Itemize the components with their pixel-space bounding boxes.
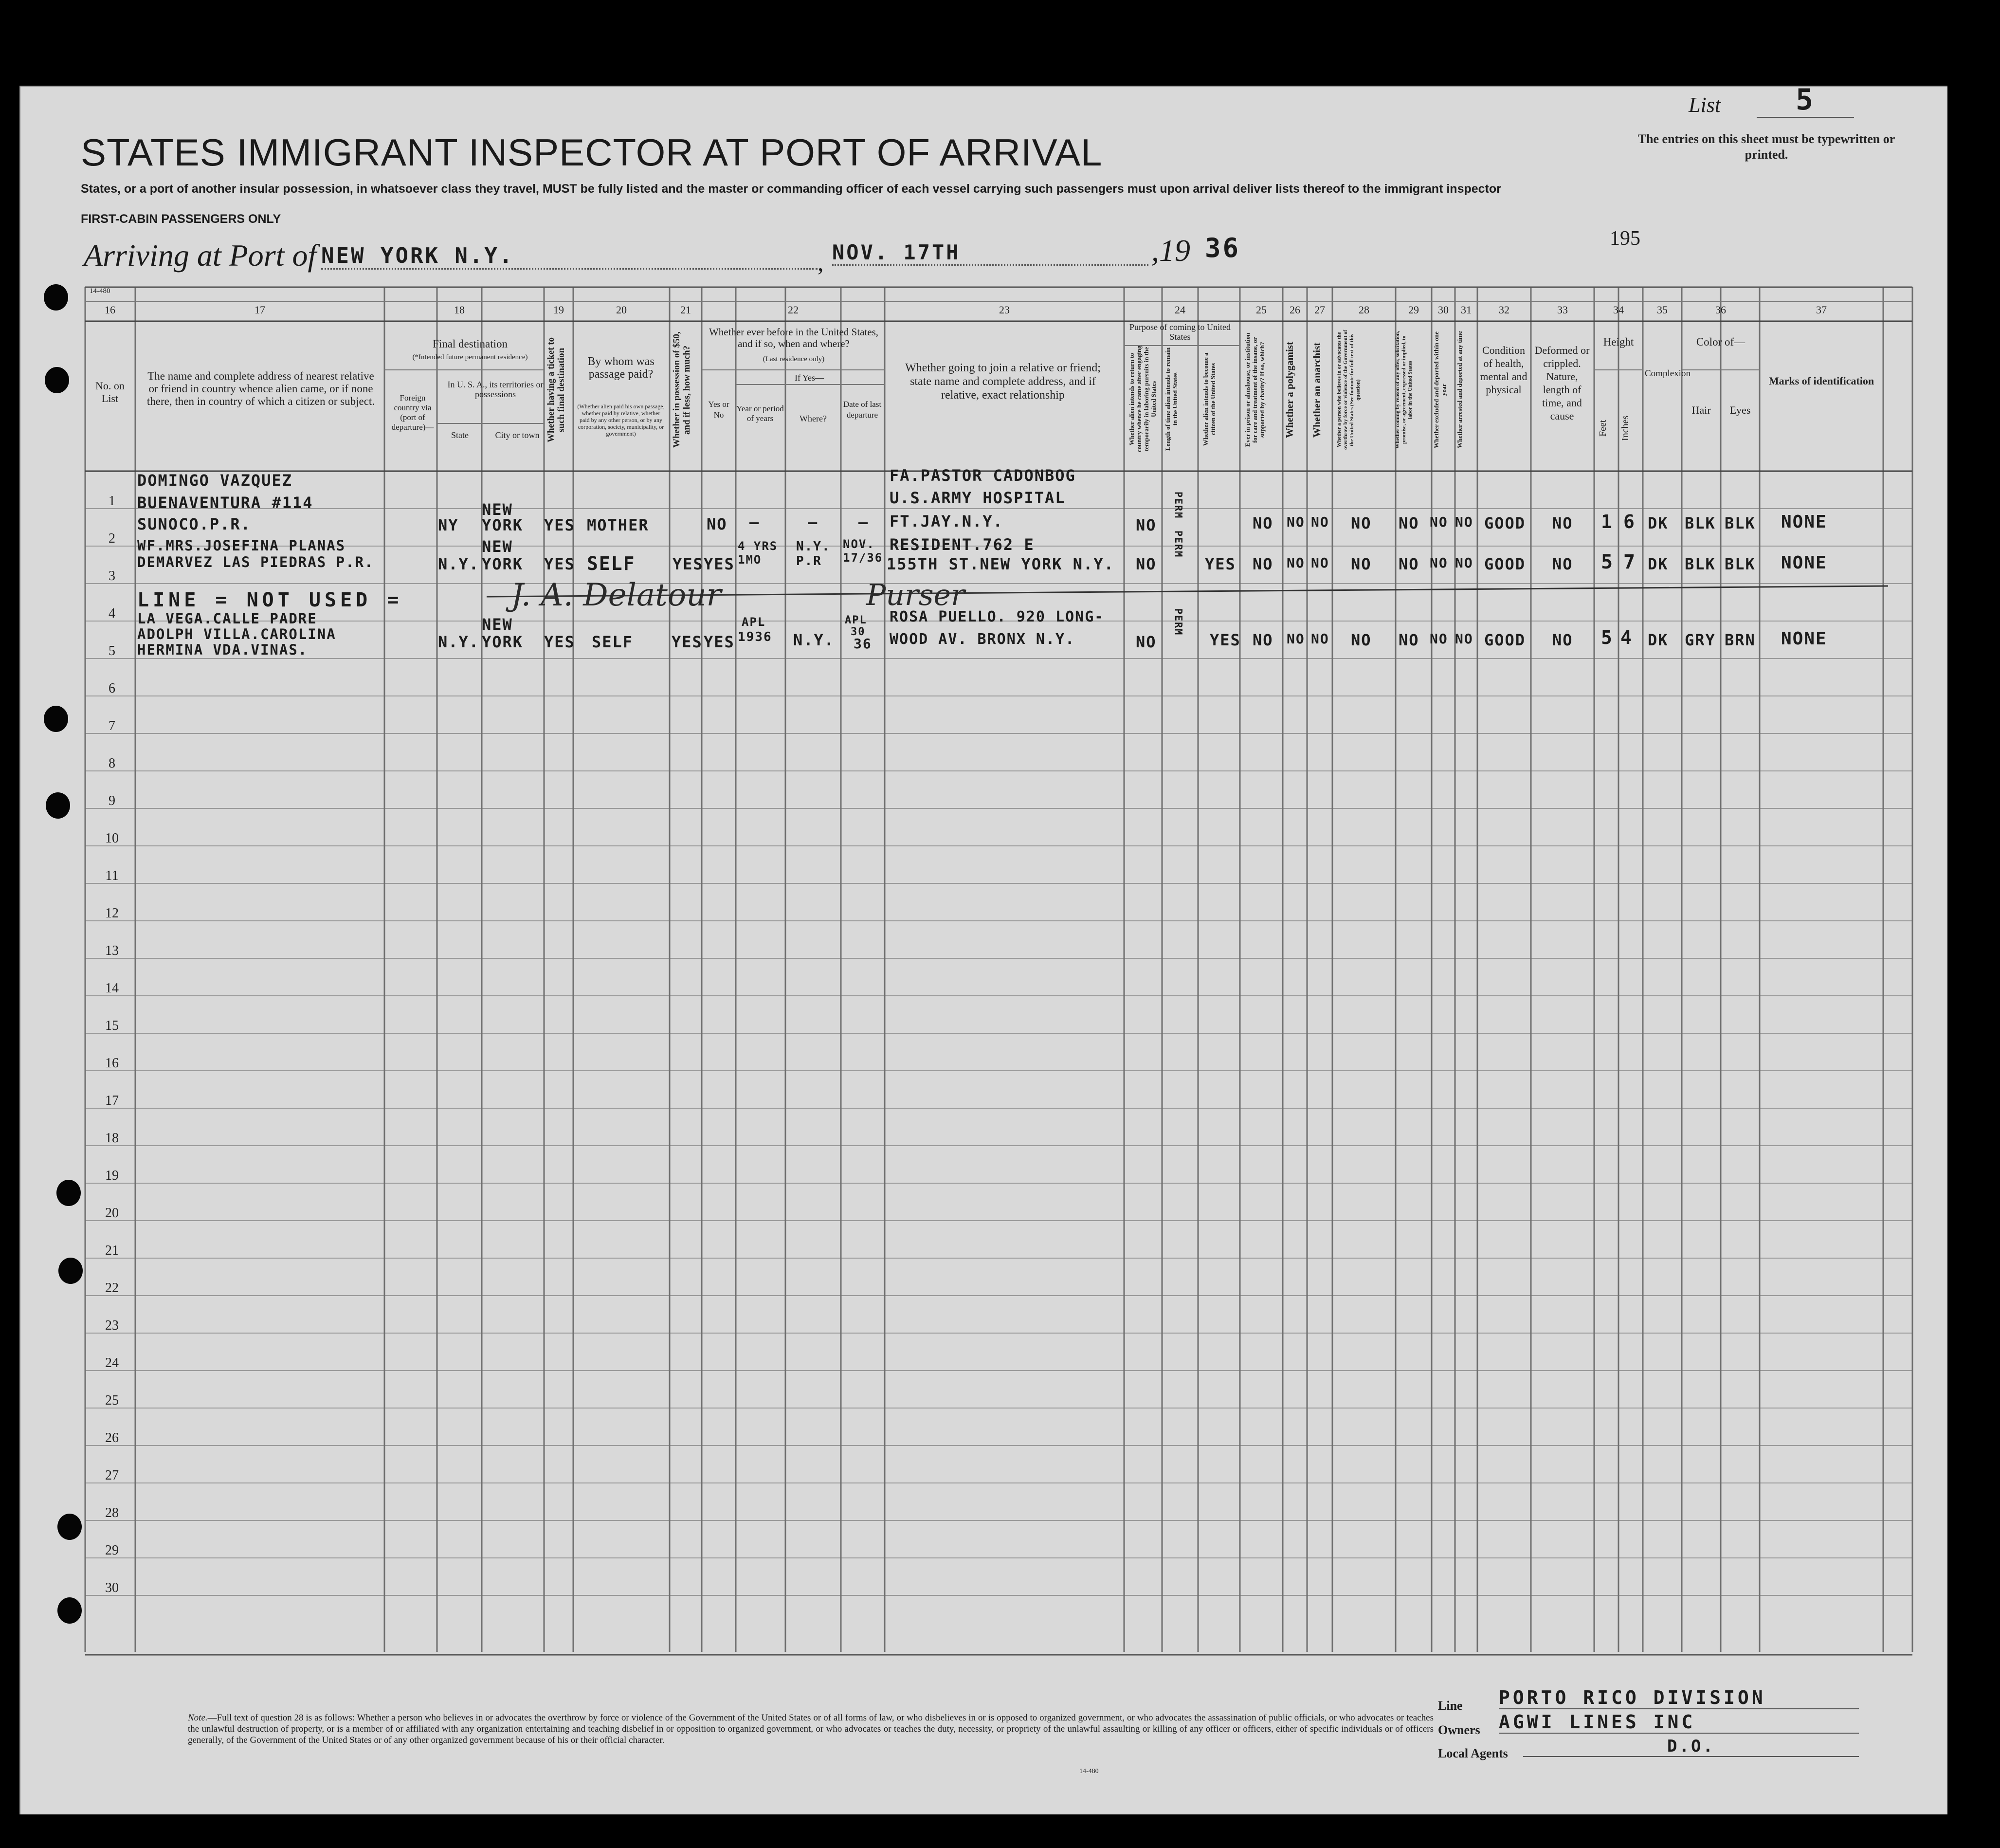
line-value: PORTO RICO DIVISION: [1499, 1687, 1859, 1709]
row-number: 15: [105, 1018, 119, 1033]
purser-signature: J. A. Delatour: [511, 577, 722, 613]
column-number: 36: [1715, 304, 1726, 316]
row-number: 5: [109, 643, 115, 659]
column-number: 37: [1816, 304, 1827, 316]
row-number: 8: [109, 756, 115, 771]
year-prefix: ,19: [1151, 233, 1190, 268]
destination-state: NY: [438, 516, 459, 534]
column-number: 25: [1256, 304, 1267, 316]
col37-header: Marks of identification: [1768, 375, 1874, 387]
row-number: 4: [109, 606, 115, 621]
row-number: 3: [109, 568, 115, 584]
health: GOOD: [1484, 631, 1526, 649]
arrival-date: NOV. 17TH: [832, 240, 1148, 266]
col17-header: The name and complete address of nearest relative or friend in country whence alien came, or if none there, then in country of which a citizen or subject.: [146, 370, 375, 407]
relative-address-line: SUNOCO.P.R.: [137, 515, 251, 533]
column-number: 32: [1499, 304, 1509, 316]
footnote-label: Note.: [188, 1713, 208, 1723]
col26-value: NO: [1287, 631, 1305, 647]
col24-return: Whether alien intends to return to country whence he came after engaging temporarily in laboring pursuits in the United States: [1128, 346, 1157, 453]
row-number: 25: [105, 1393, 119, 1408]
column-number: 21: [680, 304, 691, 316]
height-feet: 5: [1601, 627, 1613, 648]
col27-value: NO: [1311, 555, 1329, 571]
col25-value: NO: [1253, 555, 1273, 573]
hair-color: BLK: [1685, 514, 1716, 532]
identification-marks: NONE: [1781, 553, 1827, 573]
row-number: 10: [105, 831, 119, 846]
row-number: 21: [105, 1243, 119, 1258]
last-departure: 36: [854, 636, 872, 652]
destination-city: NEW: [482, 537, 513, 556]
col18-subtitle: (*Intended future permanent residence): [412, 353, 528, 361]
deformed: NO: [1552, 555, 1573, 573]
height-feet: 1: [1601, 511, 1613, 532]
last-departure: —: [858, 513, 869, 531]
relative-address-line: WF.MRS.JOSEFINA PLANAS: [137, 537, 346, 554]
col31-value: NO: [1455, 514, 1473, 530]
before-in-us: NO: [707, 515, 727, 533]
col31-value: NO: [1455, 631, 1473, 647]
health: GOOD: [1484, 514, 1526, 532]
col34-feet: Feet: [1598, 420, 1608, 437]
column-number: 28: [1359, 304, 1369, 316]
row-number: 19: [105, 1168, 119, 1183]
col27-header: Whether an anarchist: [1311, 342, 1323, 438]
col22-subtitle: (Last residence only): [763, 355, 825, 363]
line-not-used-note: LINE = NOT USED =: [137, 589, 403, 611]
complexion: DK: [1648, 514, 1669, 532]
row-number: 18: [105, 1131, 119, 1146]
col35-header: Complexion: [1645, 368, 1691, 379]
col25-value: NO: [1253, 631, 1273, 649]
relative-address-line: DOMINGO VAZQUEZ: [137, 471, 292, 490]
join-relative-line: 155TH ST.NEW YORK N.Y.: [887, 555, 1114, 573]
local-agents-value: D.O.: [1523, 1737, 1859, 1757]
health: GOOD: [1484, 555, 1526, 573]
column-number: 20: [616, 304, 627, 316]
footnote-text: —Full text of question 28 is as follows: Whether a person who believes in or advocates the overthrow by force or violence of the Government of the United States or of all forms of law, or who disbelieves in or is opposed to organized government, or who advocates the assassination of public officials, or who advocates or teaches the unlawful destruction of property, or is a member of or affiliated with any organization entertaining and teaching disbelief in or opposition to organized government, or who advocates or teaches the duty, necessity, or propriety of the unlawful assaulting or killing of any officer or officers, either of specific individuals or of officers generally, of the Government of the United States or of any other organized government because of his or their official character.: [188, 1713, 1434, 1745]
col16-header: No. on List: [95, 380, 125, 404]
col22-title: Whether ever before in the United States, and if so, when and where?: [709, 326, 879, 349]
row-number: 17: [105, 1093, 119, 1108]
form-code: 14-480: [90, 287, 110, 295]
deformed: NO: [1552, 631, 1573, 649]
row-number: 28: [105, 1505, 119, 1520]
row-number: 9: [109, 793, 115, 808]
height-inches: 6: [1623, 511, 1636, 532]
col26-header: Whether a polygamist: [1284, 342, 1295, 438]
row-number: 13: [105, 943, 119, 958]
row-number: 11: [105, 868, 119, 883]
row-number: 2: [109, 531, 115, 546]
comma: ,: [818, 249, 824, 276]
col19-header: Whether having a ticket to such final destination: [546, 337, 566, 443]
join-relative-line: U.S.ARMY HOSPITAL: [890, 489, 1066, 507]
instructions: States, or a port of another insular possession, in whatsoever class they travel, MUST be fully listed and the master or commanding officer of each vessel carrying such passengers must upon arrival deliver lists thereof to the immigrant inspector: [81, 182, 1501, 196]
col18-title: Final destination: [433, 338, 508, 350]
height-inches: 4: [1620, 627, 1633, 648]
row-number: 14: [105, 981, 119, 996]
form-year: 195: [1610, 227, 1640, 250]
col20-subtitle: (Whether alien paid his own passage, whether paid by relative, whether paid by any other person, or by any corporation, society, municipality, or government): [577, 403, 665, 437]
row-number: 6: [109, 681, 115, 696]
length-of-stay: PERM: [1173, 531, 1184, 558]
destination-city: NEW: [482, 615, 513, 634]
col27-value: NO: [1311, 631, 1329, 647]
local-agents-label: Local Agents: [1438, 1746, 1508, 1760]
column-number: 26: [1290, 304, 1300, 316]
typewritten-note: The entries on this sheet must be typewritten or printed.: [1637, 132, 1895, 162]
column-number: 34: [1613, 304, 1624, 316]
ticket: YES: [544, 516, 575, 534]
col18-usa: In U. S. A., its territories or possessions: [447, 380, 544, 399]
column-number: 31: [1461, 304, 1472, 316]
column-number: 33: [1557, 304, 1568, 316]
row-number: 1: [109, 494, 115, 509]
row-number: 7: [109, 718, 115, 733]
arriving-label: Arriving at Port of: [84, 238, 317, 273]
row-number: 22: [105, 1281, 119, 1296]
col36-eyes: Eyes: [1729, 404, 1751, 416]
column-number: 22: [788, 304, 799, 316]
eye-color: BLK: [1725, 514, 1756, 532]
paid-by: SELF: [592, 633, 634, 651]
col28-value: NO: [1351, 631, 1372, 649]
list-number: 5: [1757, 83, 1854, 118]
year-period: —: [749, 513, 760, 531]
col18-state: State: [451, 430, 469, 440]
footer-form-code: 14-480: [1079, 1768, 1099, 1775]
port-value: NEW YORK N.Y.: [321, 243, 818, 270]
col29-value: NO: [1399, 631, 1419, 649]
col29-value: NO: [1399, 514, 1419, 532]
before-in-us: YES: [704, 633, 735, 651]
row-number: 23: [105, 1318, 119, 1333]
col24-citizen: Whether alien intends to become a citizen of the United States: [1202, 352, 1217, 446]
eye-color: BRN: [1725, 631, 1756, 649]
relative-address-line: BUENAVENTURA #114: [137, 494, 313, 512]
intends-return: NO: [1136, 516, 1157, 534]
footnote: [188, 1712, 1434, 1746]
join-relative-line: ROSA PUELLO. 920 LONG-: [890, 608, 1105, 625]
ticket: YES: [544, 633, 575, 651]
col22-date: Date of last departure: [843, 400, 882, 420]
col31-header: Whether arrested and deported at any time: [1456, 331, 1463, 449]
year-handwritten: 36: [1205, 233, 1241, 263]
col34-title: Height: [1603, 336, 1634, 348]
relative-address-line: ADOLPH VILLA.CAROLINA: [137, 626, 336, 642]
col28-header: Whether a person who believes in or advocates the overthrow by force or violence of the Government of the United States (See footnote for full text of this question): [1336, 329, 1361, 450]
col23-header: Whether going to join a relative or friend; state name and complete address, and if relative, exact relationship: [905, 362, 1101, 402]
deformed: NO: [1552, 514, 1573, 532]
purser-title: Purser: [866, 578, 965, 612]
col18-foreign: Foreign country via (port of departure)—: [391, 393, 434, 432]
col31-value: NO: [1455, 555, 1473, 571]
col36-title: Color of—: [1696, 336, 1745, 348]
hair-color: GRY: [1685, 631, 1716, 649]
col27-value: NO: [1311, 514, 1329, 530]
owners-value: AGWI LINES INC: [1499, 1711, 1859, 1734]
last-departure: NOV. 17/36: [843, 537, 883, 565]
year-period: APL: [742, 615, 766, 629]
complexion: DK: [1648, 631, 1669, 649]
identification-marks: NONE: [1781, 512, 1827, 532]
intends-return: NO: [1136, 555, 1157, 573]
paid-by: MOTHER: [587, 516, 649, 534]
col30-value: NO: [1430, 514, 1448, 530]
col24-length: Length of time alien intends to remain in the United States: [1164, 347, 1179, 451]
col26-value: NO: [1287, 555, 1305, 571]
money-50: YES: [672, 633, 703, 651]
relative-address-line: LA VEGA.CALLE PADRE: [137, 610, 317, 627]
row-number: 30: [105, 1580, 119, 1595]
row-number: 16: [105, 1056, 119, 1071]
year-period: 1936: [738, 630, 772, 644]
col25-header: Ever in prison or almshouse, or institution for care and treatment of the insane, or supported by charity? If so, which?: [1244, 332, 1266, 447]
col29-header: Whether coming by reason of any offer, solicitation, promise, or agreement, expressed or implied, to labor in the United States: [1395, 330, 1413, 449]
complexion: DK: [1648, 555, 1669, 573]
relative-address-line: DEMARVEZ LAS PIEDRAS P.R.: [137, 554, 374, 570]
column-number: 27: [1314, 304, 1325, 316]
column-number: 18: [454, 304, 465, 316]
where: —: [808, 513, 818, 531]
destination-state: N.Y.: [438, 633, 480, 651]
column-number: 29: [1408, 304, 1419, 316]
col28-value: NO: [1351, 514, 1372, 532]
last-departure: 30: [851, 626, 866, 638]
col18-city: City or town: [495, 430, 540, 440]
col22-ifyes: If Yes—: [794, 373, 824, 383]
destination-city: YORK: [482, 516, 524, 534]
col22-yesno: Yes or No: [708, 400, 729, 420]
col33-header: Deformed or crippled. Nature, length of time, and cause: [1534, 344, 1590, 422]
line-label: Line: [1438, 1699, 1463, 1713]
intends-return: NO: [1136, 633, 1157, 651]
col30-header: Whether excluded and deported within one year: [1433, 331, 1447, 448]
intends-citizen: YES: [1210, 631, 1241, 649]
row-number: 26: [105, 1430, 119, 1445]
column-number: 17: [255, 304, 265, 316]
last-departure: APL: [845, 614, 867, 626]
row-number: 27: [105, 1468, 119, 1483]
column-number: 19: [553, 304, 564, 316]
column-number: 35: [1657, 304, 1668, 316]
join-relative-line: RESIDENT.762 E: [890, 535, 1035, 554]
col29-value: NO: [1399, 555, 1419, 573]
column-number: 16: [105, 304, 115, 316]
relative-address-line: HERMINA VDA.VINAS.: [137, 641, 308, 658]
list-label-text: List: [1689, 93, 1721, 117]
destination-city: YORK: [482, 555, 524, 573]
column-number: 23: [999, 304, 1010, 316]
hair-color: BLK: [1685, 555, 1716, 573]
before-in-us: YES: [704, 555, 735, 573]
col25-value: NO: [1253, 514, 1273, 532]
length-of-stay: PERM: [1173, 492, 1184, 519]
row-number: 24: [105, 1355, 119, 1371]
identification-marks: NONE: [1781, 629, 1827, 649]
col26-value: NO: [1287, 514, 1305, 530]
col20-title: By whom was passage paid?: [587, 355, 655, 381]
join-relative-line: WOOD AV. BRONX N.Y.: [890, 631, 1075, 648]
row-number: 12: [105, 906, 119, 921]
row-number: 20: [105, 1206, 119, 1221]
col21-header: Whether in possession of $50, and if less, how much?: [672, 331, 692, 448]
col22-year: Year or period of years: [736, 404, 784, 423]
destination-city: NEW: [482, 500, 513, 519]
ticket: YES: [544, 555, 575, 573]
height-feet: 5: [1601, 551, 1614, 573]
col34-inches: Inches: [1620, 415, 1631, 441]
row-number: 29: [105, 1543, 119, 1558]
where: N.Y. P.R: [796, 539, 831, 568]
destination-city: YORK: [482, 633, 524, 651]
col30-value: NO: [1430, 555, 1448, 571]
join-relative-line: FT.JAY.N.Y.: [890, 512, 1003, 531]
class-note: FIRST-CABIN PASSENGERS ONLY: [81, 212, 281, 226]
money-50: YES: [673, 555, 704, 573]
column-number: 24: [1175, 304, 1185, 316]
eye-color: BLK: [1725, 555, 1756, 573]
owners-label: Owners: [1438, 1723, 1480, 1737]
destination-state: N.Y.: [438, 555, 480, 573]
paid-by: SELF: [587, 553, 636, 574]
column-number: 30: [1438, 304, 1449, 316]
intends-citizen: YES: [1205, 555, 1236, 573]
page-title: STATES IMMIGRANT INSPECTOR AT PORT OF ARRIVAL: [81, 131, 1103, 174]
length-of-stay: PERM: [1173, 608, 1184, 636]
col32-header: Condition of health, mental and physical: [1480, 344, 1527, 396]
col28-value: NO: [1351, 555, 1372, 573]
col24-title: Purpose of coming to United States: [1129, 322, 1231, 342]
year-period: 4 YRS 1MO: [738, 539, 778, 567]
col22-where: Where?: [800, 414, 827, 423]
where: N.Y.: [793, 631, 835, 649]
join-relative-line: FA.PASTOR CADONBOG: [890, 466, 1076, 485]
col36-hair: Hair: [1691, 404, 1711, 416]
height-inches: 7: [1623, 551, 1636, 573]
col30-value: NO: [1430, 631, 1448, 647]
